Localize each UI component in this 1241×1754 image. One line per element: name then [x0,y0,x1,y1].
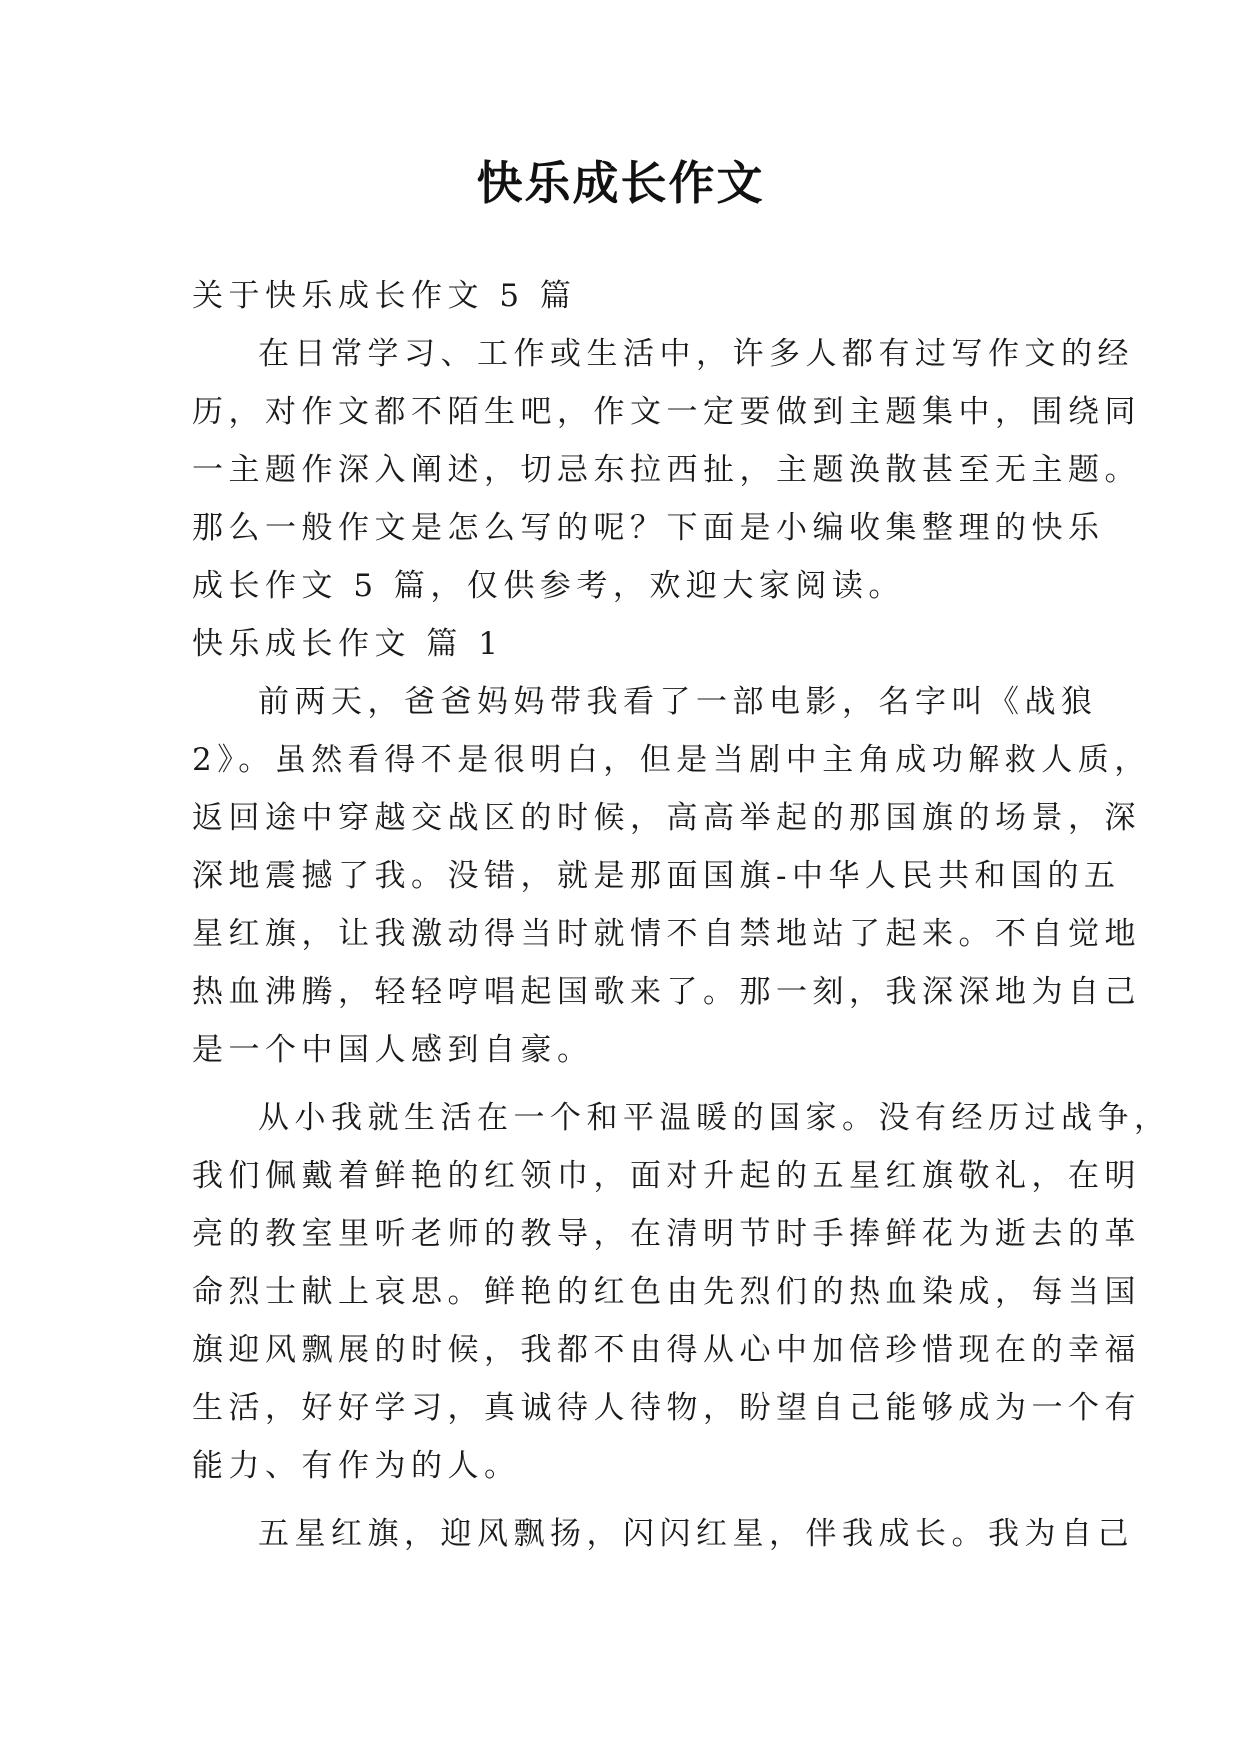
essay-paragraph [192,673,1151,1079]
text-line: 2》。虽然看得不是很明白，但是当剧中主角成功解救人质， [192,742,1151,778]
paragraph-spacer [192,1079,1049,1089]
essay-paragraph [192,1089,1171,1495]
text-line: 一主题作深入阐述，切忌东拉西扯，主题涣散甚至无主题。 [192,452,1141,488]
text-line: 星红旗，让我激动得当时就情不自禁地站了起来。不自觉地 [192,916,1141,952]
text-line: 是一个中国人感到自豪。 [192,1032,594,1068]
section-heading: 快乐成长作文 篇 1 [192,626,504,662]
text-line: 成长作文 5 篇，仅供参考，欢迎大家阅读。 [192,568,905,604]
text-line: 亮的教室里听老师的教导，在清明节时手捧鲜花为逝去的革 [192,1216,1141,1252]
text-line: 五星红旗，迎风飘扬，闪闪红星，伴我成长。我为自己 [258,1516,1134,1552]
text-line: 能力、有作为的人。 [192,1448,521,1484]
text-line: 生活，好好学习，真诚待人待物，盼望自己能够成为一个有 [192,1390,1141,1426]
text-line: 前两天，爸爸妈妈带我看了一部电影，名字叫《战狼 [258,684,1098,720]
document-subtitle: 关于快乐成长作文 5 篇 [192,278,577,314]
text-line: 我们佩戴着鲜艳的红领巾，面对升起的五星红旗敬礼，在明 [192,1158,1141,1194]
text-line: 返回途中穿越交战区的时候，高高举起的那国旗的场景，深 [192,800,1141,836]
document-body [192,267,1171,1563]
text-line: 深地震撼了我。没错，就是那面国旗-中华人民共和国的五 [192,858,1121,894]
paragraph-spacer [192,1495,1049,1505]
text-line: 在日常学习、工作或生活中，许多人都有过写作文的经 [258,336,1134,372]
intro-paragraph [192,325,1141,615]
text-line: 命烈士献上哀思。鲜艳的红色由先烈们的热血染成，每当国 [192,1274,1141,1310]
page-title: 快乐成长作文 [476,156,765,210]
text-line: 历，对作文都不陌生吧，作文一定要做到主题集中，围绕同 [192,394,1141,430]
text-line: 从小我就生活在一个和平温暖的国家。没有经历过战争， [258,1100,1171,1136]
text-line: 热血沸腾，轻轻哼唱起国歌来了。那一刻，我深深地为自己 [192,974,1141,1010]
essay-paragraph [192,1505,1134,1563]
text-line: 那么一般作文是怎么写的呢？下面是小编收集整理的快乐 [192,510,1105,546]
text-line: 旗迎风飘展的时候，我都不由得从心中加倍珍惜现在的幸福 [192,1332,1141,1368]
